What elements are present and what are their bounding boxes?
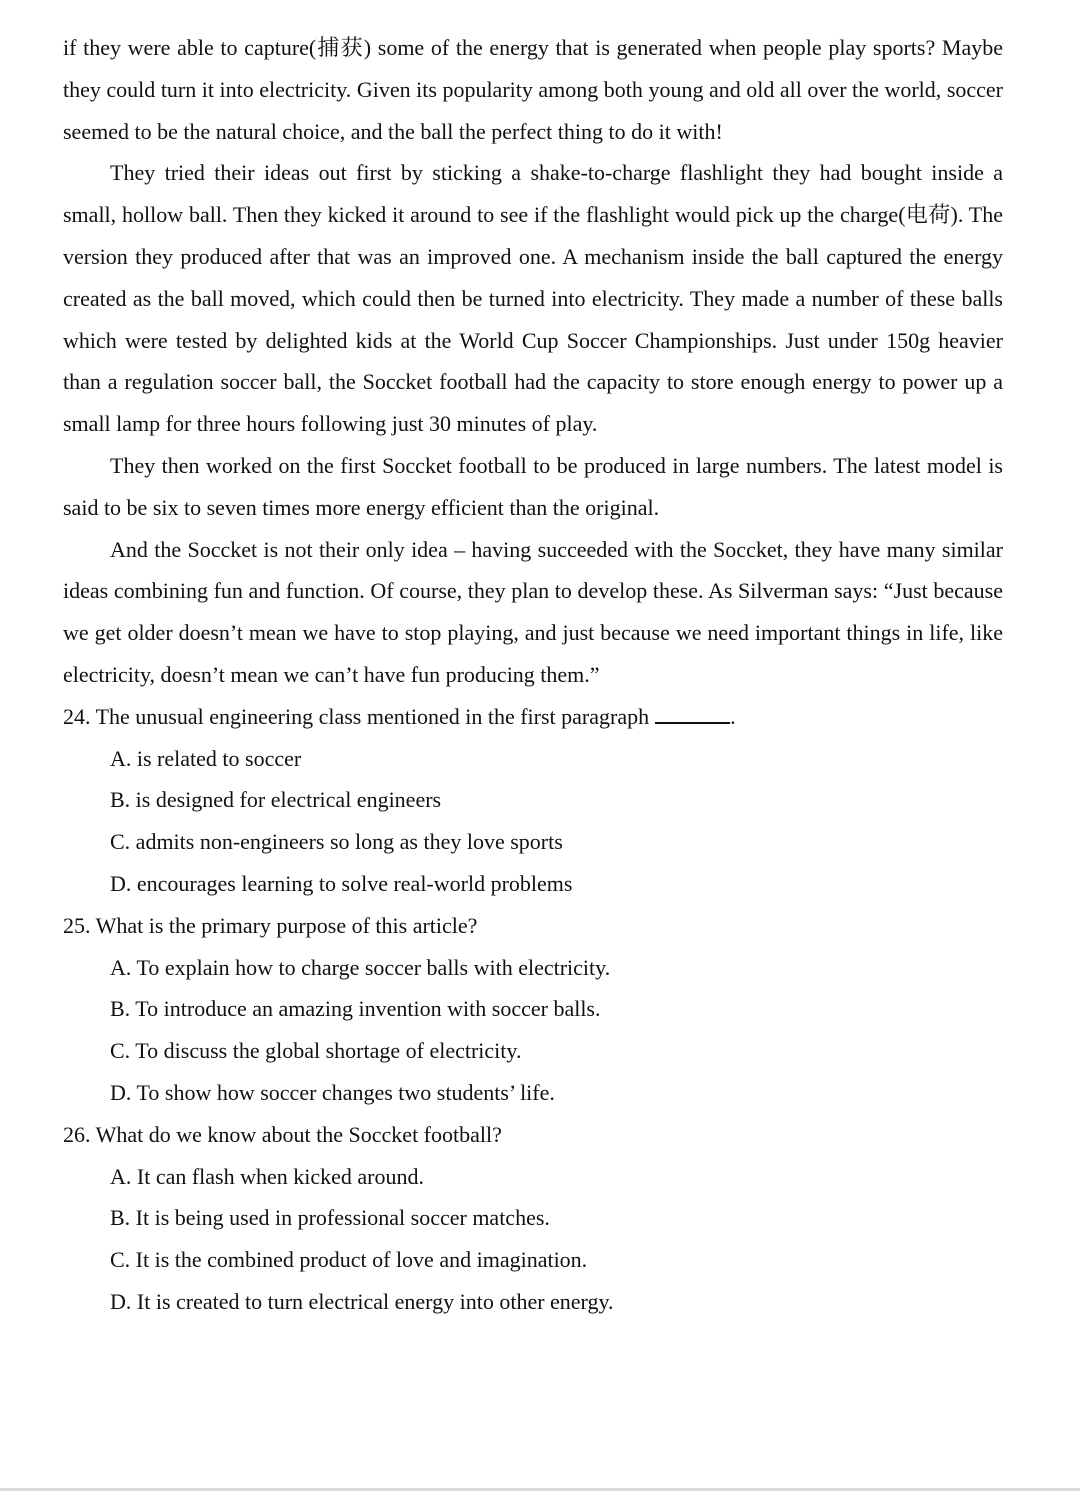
question-24-option-d: D. encourages learning to solve real-world problems bbox=[110, 870, 573, 896]
question-25: 25. What is the primary purpose of this article? bbox=[63, 912, 478, 938]
question-26: 26. What do we know about the Soccket football? bbox=[63, 1121, 502, 1147]
question-24-stem-end: . bbox=[730, 703, 736, 729]
question-26-option-b: B. It is being used in professional soccer matches. bbox=[110, 1205, 550, 1231]
question-26-option-c: C. It is the combined product of love and imagination. bbox=[110, 1247, 588, 1273]
page-bottom-edge bbox=[0, 1488, 1080, 1491]
passage-paragraph-4: And the Soccket is not their only idea – having succeeded with the Soccket, they have many similar ideas combining fun and function. Of course, they plan to develop these. As Silverman says: “Just because we get older doesn’t mean we have to stop playing, and just because we need important things in life, like electricity, doesn’t mean we can’t have fun producing them.” bbox=[63, 536, 1003, 687]
passage-paragraph-1: if they were able to capture(捕获) some of the energy that is generated when people play sports? Maybe they could turn it into electricity. Given its popularity among both young and old all over the world, soccer seemed to be the natural choice, and the ball the perfect thing to do it with! bbox=[63, 35, 1003, 144]
question-26-option-a: A. It can flash when kicked around. bbox=[110, 1163, 425, 1189]
question-26-option-d: D. It is created to turn electrical energy into other energy. bbox=[110, 1288, 614, 1314]
question-25-option-c: C. To discuss the global shortage of electricity. bbox=[110, 1038, 522, 1064]
question-24-option-b: B. is designed for electrical engineers bbox=[110, 787, 442, 813]
question-25-option-b: B. To introduce an amazing invention with soccer balls. bbox=[110, 996, 601, 1022]
question-24-stem: 24. The unusual engineering class mentioned in the first paragraph bbox=[63, 703, 650, 729]
answer-blank bbox=[655, 702, 730, 724]
passage-paragraph-3: They then worked on the first Soccket football to be produced in large numbers. The latest model is said to be six to seven times more energy efficient than the original. bbox=[63, 452, 1003, 520]
passage-paragraph-2: They tried their ideas out first by sticking a shake-to-charge flashlight they had bought inside a small, hollow ball. Then they kicked it around to see if the flashlight would pick up the charge(电荷). The version they produced after that was an improved one. A mechanism inside the ball captured the energy created as the ball moved, which could then be turned into electricity. They made a number of these balls which were tested by delighted kids at the World Cup Soccer Championships. Just under 150g heavier than a regulation soccer ball, the Soccket football had the capacity to store enough energy to power up a small lamp for three hours following just 30 minutes of play. bbox=[63, 160, 1003, 437]
question-24 bbox=[63, 696, 1003, 738]
question-25-option-a: A. To explain how to charge soccer balls with electricity. bbox=[110, 954, 611, 980]
question-25-option-d: D. To show how soccer changes two students’ life. bbox=[110, 1079, 555, 1105]
question-24-option-c: C. admits non-engineers so long as they love sports bbox=[110, 829, 563, 855]
question-24-option-a: A. is related to soccer bbox=[110, 745, 302, 771]
exam-text bbox=[63, 27, 1003, 1323]
